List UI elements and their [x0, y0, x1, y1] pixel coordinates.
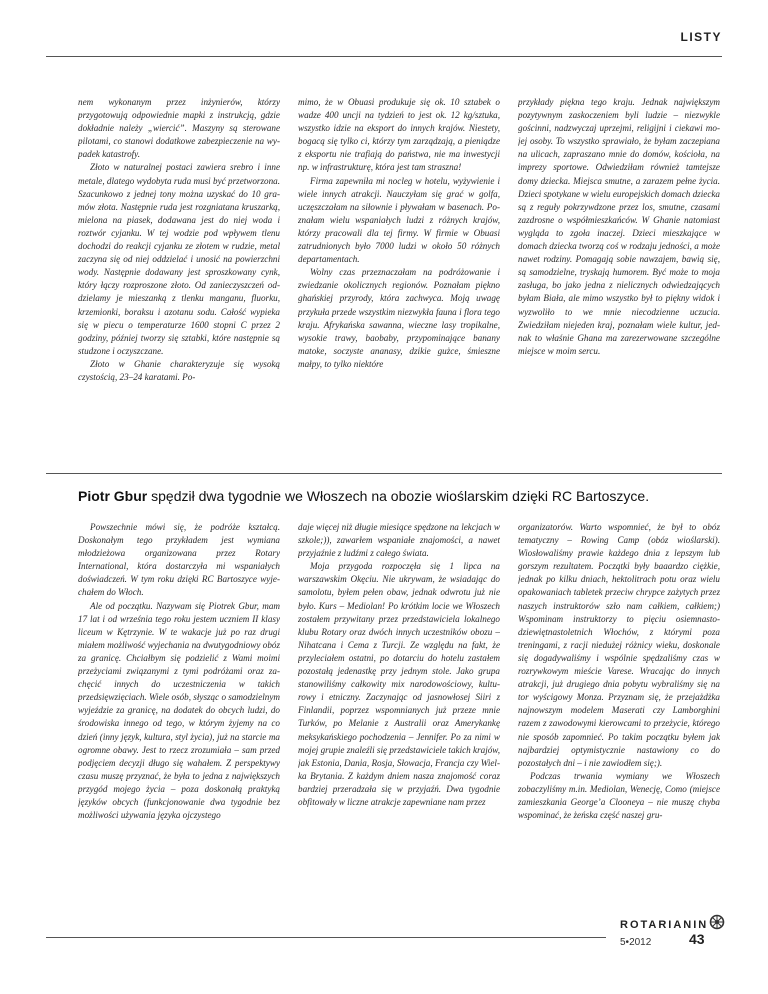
paragraph: Powszechnie mówi się, że podróże kształcą. Doskonałym tego przykładem jest wymiana młodzieżowa organizowana przez Rotary International, która dostarczyła mi wspaniałych doświadczeń. W tym roku dzięki RC Bartoszyce wyjechałem do Włoch. [78, 522, 280, 598]
paragraph: Wolny czas przeznaczałam na podróżowanie i zwiedzanie okolicznych regionów. Poznałam piękno ghańskiej przyrody, która zachwyca. Moją uwagę przykuła przede wszystkim niezwykła fauna i flora tego kraju. Afrykańska sawanna, wieczne lasy tropikalne, wysokie trawy, baobaby, przypominające banany matoke, soczyste ananasy, dzikie gużce, śmieszne małpy, to tylko niektóre [298, 267, 500, 369]
top-divider [46, 56, 722, 57]
paragraph: Firma zapewniła mi nocleg w hotelu, wyżywienie i wiele innych atrakcji. Nauczyłam się grać w golfa, uczęszczałam na siłownie i pływałam w basenach. Poznałam wielu wspaniałych ludzi z różnych krajów, którzy pracowali dla tej firmy. W firmie w Obuasi zatrudnionych było 7000 ludzi w około 50 różnych departamentach. [298, 175, 500, 265]
paragraph: Moja przygoda rozpoczęła się 1 lipca na warszawskim Okęciu. Nie ukrywam, że wsiadając do samolotu, byłem pełen obaw, jednak odwrotu już nie było. Kurs – Mediolan! Po krótkim locie we Włoszech zostałem przywitany przez przedstawiciela lokalnego klubu Rotary oraz dwóch innych uczestników obozu – Nihatcana i Cema z Turcji. Ze względu na fakt, że przyleciałem ostatni, po dotarciu do hotelu zastałem pozostałą jedenastkę przy jednym stole. Jako grupa stanowiliśmy całkowity mix narodowościowy, kulturowy i etniczny. Zaczynając od jasnowłosej Siiri z Finlandii, poprzez wspomnianych już przeze mnie Turków, po Melanie z Australii oraz Amerykankę meksykańskiego pochodzenia – Jennifer. Po za nimi w mojej grupie znaleźli się przedstawiciele takich krajów, jak Estonia, Dania, Rosja, Słowacja, Francja czy Wielka Brytania. Z każdym dniem nasza znajomość coraz bardziej przeradzała się w przyjaźń. Dwa tygodnie obfitowały w liczne atrakcje zapewniane nam przez [298, 561, 500, 807]
footer-divider [46, 937, 606, 938]
paragraph: przykłady piękna tego kraju. Jednak największym pozytywnym zaskoczeniem byli ludzie – niezwykle gościnni, nadzwyczaj uprzejmi, religijni i ciekawi mojej osoby. To wszystko sprawiało, że byłam zaczepiana na ulicach, zapraszano mnie do domów, kościoła, na imprezy sportowe. Odwiedziłam również tamtejsze domy dziecka. Miejsca smutne, a zarazem pełne życia. Dzieci spotykane w wielu europejskich domach dziecka są z reguły pokrzywdzone przez los, smutne, czasami zazdrosne o współmieszkańców. W Ghanie natomiast wygląda to zgoła inaczej. Dzieci mieszkające w domach dziecka tworzą coś w rodzaju jedności, a może nawet rodziny. Pomagają sobie nawzajem, bawią się, są samodzielne, tryskają humorem. Być może to moja zasługa, bo jako jedna z nielicznych odwiedzających byłam Biała, ale mimo wszystko był to piękny widok i wyzwoliło to we mnie niecodzienne uczucia. Zwiedziłam niejeden kraj, poznałam wiele kultur, jednak to właśnie Ghana ma zarezerwowane szczególne miejsce w moim sercu. [518, 97, 720, 356]
section-title: LISTY [680, 30, 722, 44]
bottom-column-1 [78, 521, 280, 893]
top-column-2 [298, 96, 500, 466]
top-column-1 [78, 96, 280, 466]
top-column-3 [518, 96, 720, 466]
rotary-wheel-icon [709, 914, 725, 930]
article-headline [78, 488, 728, 504]
paragraph: daje więcej niż długie miesiące spędzone na lekcjach w szkole;)), zawarłem wspaniałe znajomości, a nawet przyjaźnie z ludźmi z całego świata. [298, 522, 500, 559]
headline-name: Piotr Gbur [78, 488, 148, 504]
footer-issue: 5•2012 [620, 937, 652, 948]
footer-brand: ROTARIANIN [620, 919, 709, 931]
paragraph: mimo, że w Obuasi produkuje się ok. 10 sztabek o wadze 400 uncji na tydzień to jest ok. 12 kg/sztuka, wszystko idzie na eksport do innych krajów. Niestety, bogacą się tylko ci, którzy tym zarządzają, a pieniądze z eksportu nie trafiają do państwa, nie ma inwestycji np. w infrastrukturę, która jest tam straszna! [298, 97, 500, 173]
paragraph: Złoto w naturalnej postaci zawiera srebro i inne metale, dlatego wydobyta ruda musi być przetworzona. Szacunkowo z jednej tony można uzyskać do 10 gramów złota. Następnie ruda jest rozgniatana kruszarką, mielona na piasek, dodawana jest do niej woda i roztwór cyjanku. W tej wodzie pod wpływem tlenu dochodzi do reakcji cyjanku ze złotem w rudzie, metal zaczyna się od niej oddzielać i unosić na powierzchni wody. Następnie dodawany jest sproszkowany cynk, który łączy rozproszone złoto. Od zanieczyszczeń oddzielamy je mieszanką z tlenku manganu, fluorku, krzemionki, boraksu i azotanu sodu. Całość wypieka się w piecu o temperaturze 1600 stopni C przez 2 godziny, później tworzy się sztabki, które następnie są studzone i oczyszczane. [78, 162, 280, 356]
paragraph: Podczas trwania wymiany we Włoszech zobaczyliśmy m.in. Mediolan, Wenecję, Como (miejsce zamieszkania George’a Clooneya – nie muszę chyba wspominać, że żeńska część naszej gru- [518, 770, 720, 821]
bottom-column-3 [518, 521, 720, 893]
paragraph: Ale od początku. Nazywam się Piotrek Gbur, mam 17 lat i od września tego roku jestem uczniem II klasy liceum w Kętrzynie. W te wakacje już po raz drugi miałem możliwość wyjechania na dwutygodniowy obóz za granicę. Chciałbym się podzielić z Wami moimi przeżyciami związanymi z tymi podróżami oraz zachęcić innych do uczestniczenia w takich przedsięwzięciach. Wiele osób, słysząc o samodzielnym wyjeździe za granicę, na dodatek do obcych ludzi, do środowiska innego od tego, w którym żyjemy na co dzień (inny język, kultura, styl życia), już na starcie ma ogromne obawy. Jest to rzecz zrozumiała – sam przed podjęciem decyzji długo się wahałem. Z perspektywy czasu muszę przyznać, że była to jedna z największych przygód mojego życia – poza doskonałą praktyką języków obcych (funkcjonowanie dwa tygodnie bez możliwości używania języka ojczystego [78, 600, 280, 821]
headline-text: spędził dwa tygodnie we Włoszech na obozie wioślarskim dzięki RC Bartoszyce. [147, 488, 650, 504]
paragraph: nem wykonanym przez inżynierów, którzy przygotowują odpowiednie mapki z instrukcją, gdzie dokładnie należy „wiercić”. Maszyny są sterowane pilotami, co stanowi dodatkowe zabezpieczenie na wypadek katastrofy. [78, 97, 280, 160]
bottom-column-2 [298, 521, 500, 893]
page-number: 43 [689, 931, 705, 947]
paragraph: Złoto w Ghanie charakteryzuje się wysoką czystością, 23–24 karatami. Po- [78, 358, 280, 382]
mid-divider [46, 473, 722, 474]
paragraph: organizatorów. Warto wspomnieć, że był to obóz tematyczny – Rowing Camp (obóz wioślarski). Wiosłowaliśmy prawie każdego dnia z lepszym lub gorszym rezultatem. Początki były baaardzo ciężkie, jednak po kilku dniach, hektolitrach potu oraz wielu opakowaniach tabletek przeciw chrypce zażytych przez naszych instruktorów szło nam całkiem, całkiem;) Wspominam instruktorzy to pięciu osiemnasto-dziewiętnastoletnich Włochów, z którymi poza treningami, z racji niedużej różnicy wieku, doskonale się dogadywaliśmy i wspólnie spędzaliśmy czas w rozrywkowym mieście Varese. Wracając do innych atrakcji, już drugiego dnia pobytu wybraliśmy się na tor wyścigowy Monza. Przyznam się, że przejażdżka najnowszym modelem Maserati czy Lamborghini razem z zawodowymi kierowcami to przeżycie, którego nie sposób zapomnieć. Po takim początku byłem jak najbardziej optymistycznie nastawiony co do pozostałych dni – i nie zawiodłem się;). [518, 522, 720, 768]
